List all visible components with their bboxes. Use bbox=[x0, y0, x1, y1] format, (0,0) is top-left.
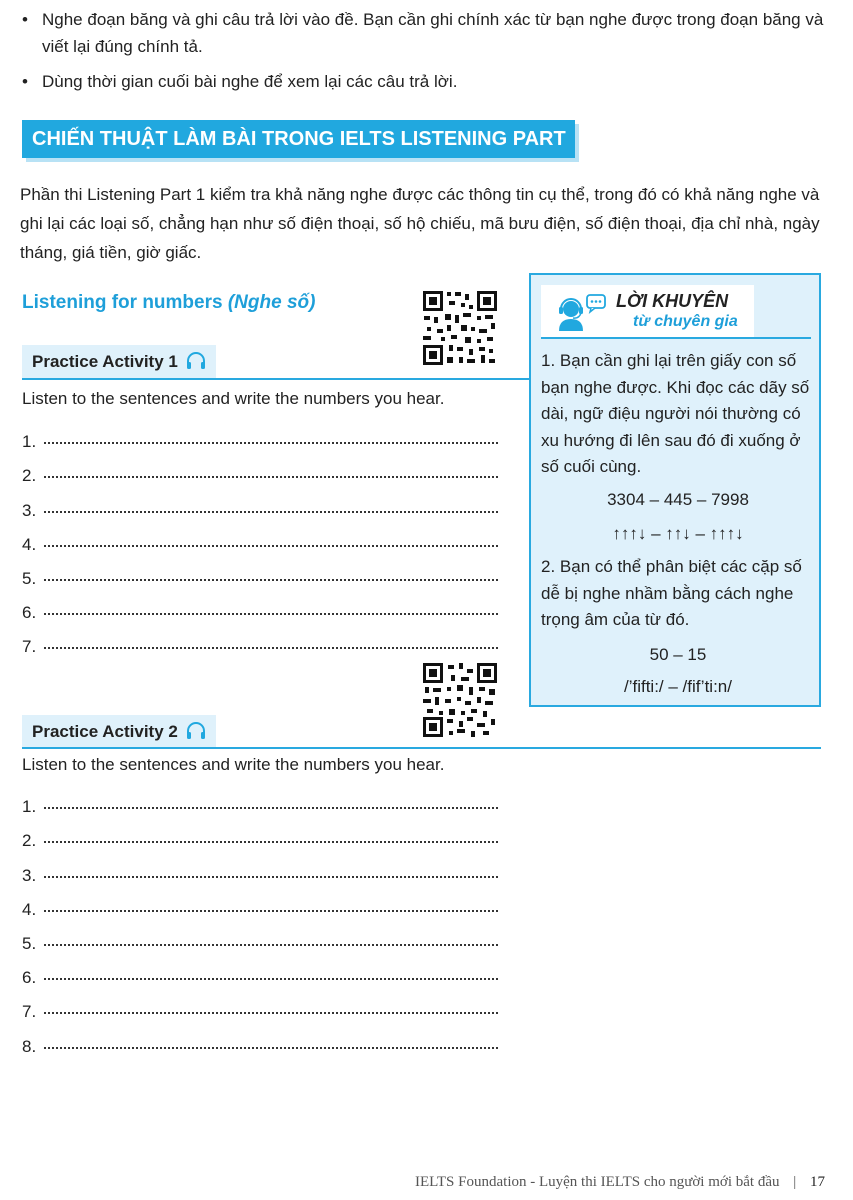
tip-intonation-arrows: ↑↑↑↓ – ↑↑↓ – ↑↑↑↓ bbox=[612, 524, 744, 543]
activity1-tab bbox=[22, 345, 216, 379]
intro-paragraph: Phần thi Listening Part 1 kiểm tra khả năng nghe được các thông tin cụ thể, trong đó có khả năng nghe và ghi lại các loại số, chẳng hạn như số điện thoại, số hộ chiếu, mã bưu điện, số điện thoại, địa chỉ nhà, ngày tháng, giá tiền, giờ giấc. bbox=[20, 185, 820, 262]
tip-paragraph-2: 2. Bạn có thể phân biệt các cặp số dễ bị nghe nhầm bằng cách nghe trọng âm của từ đó. bbox=[541, 557, 802, 629]
answer-row[interactable] bbox=[22, 817, 498, 851]
answer-row[interactable] bbox=[22, 886, 498, 920]
answer-number: 2. bbox=[22, 831, 37, 851]
activity1-title: Practice Activity 1 bbox=[32, 352, 178, 371]
answer-blank[interactable] bbox=[44, 961, 498, 980]
answer-number: 1. bbox=[22, 797, 37, 817]
intro-bullets bbox=[20, 6, 830, 103]
answer-row[interactable] bbox=[22, 988, 498, 1022]
tip-subtitle: từ chuyên gia bbox=[633, 313, 738, 330]
answer-blank[interactable] bbox=[44, 596, 498, 615]
answer-blank[interactable] bbox=[44, 859, 498, 878]
answer-blank[interactable] bbox=[44, 630, 498, 649]
activity2-tab bbox=[22, 715, 216, 749]
answer-blank[interactable] bbox=[44, 790, 498, 809]
section-title: CHIẾN THUẬT LÀM BÀI TRONG IELTS LISTENING PART 1 bbox=[22, 120, 575, 158]
headphones-icon[interactable] bbox=[186, 352, 206, 370]
answer-number: 3. bbox=[22, 865, 37, 885]
qr-code-icon[interactable] bbox=[421, 289, 499, 367]
bullet-item bbox=[20, 68, 830, 95]
answer-number: 5. bbox=[22, 933, 37, 953]
activity2-answer-list bbox=[22, 783, 498, 1057]
bullet-dot: • bbox=[22, 72, 28, 91]
answer-row[interactable] bbox=[22, 920, 498, 954]
answer-number: 8. bbox=[22, 1036, 37, 1056]
answer-blank[interactable] bbox=[44, 459, 498, 478]
tip-example-numbers: 3304 – 445 – 7998 bbox=[607, 490, 749, 509]
subheading-italic: (Nghe số) bbox=[227, 292, 316, 313]
tip-phonetic: /’fifti:/ – /fif’ti:n/ bbox=[623, 677, 732, 696]
activity1-answer-list bbox=[22, 418, 498, 657]
activity1-instruction: Listen to the sentences and write the numbers you hear. bbox=[22, 389, 445, 408]
page-number: 17 bbox=[810, 1174, 825, 1190]
answer-blank[interactable] bbox=[44, 1030, 498, 1049]
answer-blank[interactable] bbox=[44, 995, 498, 1014]
answer-number: 4. bbox=[22, 899, 37, 919]
answer-row[interactable] bbox=[22, 783, 498, 817]
answer-row[interactable] bbox=[22, 555, 498, 589]
tip-header bbox=[541, 285, 754, 337]
tip-example-pair: 50 – 15 bbox=[649, 645, 707, 664]
answer-number: 3. bbox=[22, 500, 37, 520]
headphones-icon[interactable] bbox=[186, 722, 206, 740]
answer-blank[interactable] bbox=[44, 893, 498, 912]
qr-code-icon[interactable] bbox=[421, 661, 499, 739]
answer-blank[interactable] bbox=[44, 824, 498, 843]
answer-blank[interactable] bbox=[44, 528, 498, 547]
answer-blank[interactable] bbox=[44, 494, 498, 513]
answer-number: 4. bbox=[22, 534, 37, 554]
answer-number: 6. bbox=[22, 968, 37, 988]
bullet-text: Nghe đoạn băng và ghi câu trả lời vào đề. Bạn cần ghi chính xác từ bạn nghe được trong đoạn băng và viết lại đúng chính tả. bbox=[42, 10, 824, 56]
tip-title: LỜI KHUYÊN bbox=[616, 291, 729, 311]
support-agent-icon bbox=[555, 293, 611, 333]
page-footer bbox=[415, 1174, 825, 1191]
activity2-instruction: Listen to the sentences and write the numbers you hear. bbox=[22, 755, 445, 774]
answer-row[interactable] bbox=[22, 851, 498, 885]
answer-blank[interactable] bbox=[44, 562, 498, 581]
answer-number: 7. bbox=[22, 1002, 37, 1022]
answer-number: 1. bbox=[22, 432, 37, 452]
answer-number: 2. bbox=[22, 466, 37, 486]
expert-tip-box bbox=[529, 273, 821, 707]
tip-paragraph-1: 1. Bạn cần ghi lại trên giấy con số bạn nghe được. Khi đọc các dãy số dài, ngữ điệu người nói thường có xu hướng đi lên sau đó đi xuống ở số cuối cùng. bbox=[541, 351, 810, 476]
answer-number: 6. bbox=[22, 603, 37, 623]
footer-book-title: IELTS Foundation - Luyện thi IELTS cho người mới bắt đầu bbox=[414, 1174, 780, 1190]
answer-row[interactable] bbox=[22, 589, 498, 623]
activity2-divider bbox=[22, 747, 821, 749]
answer-row[interactable] bbox=[22, 486, 498, 520]
tip-divider bbox=[541, 337, 811, 339]
footer-separator: | bbox=[793, 1174, 797, 1190]
answer-row[interactable] bbox=[22, 954, 498, 988]
subheading-main: Listening for numbers bbox=[22, 292, 223, 313]
subheading bbox=[22, 292, 315, 314]
answer-blank[interactable] bbox=[44, 425, 498, 444]
bullet-text: Dùng thời gian cuối bài nghe để xem lại các câu trả lời. bbox=[42, 72, 458, 91]
answer-row[interactable] bbox=[22, 1022, 498, 1056]
activity2-title: Practice Activity 2 bbox=[32, 722, 178, 741]
answer-row[interactable] bbox=[22, 452, 498, 486]
bullet-dot: • bbox=[22, 10, 28, 29]
bullet-item bbox=[20, 6, 830, 60]
answer-number: 5. bbox=[22, 568, 37, 588]
activity1-divider bbox=[22, 378, 531, 380]
answer-row[interactable] bbox=[22, 623, 498, 657]
answer-row[interactable] bbox=[22, 521, 498, 555]
answer-row[interactable] bbox=[22, 418, 498, 452]
answer-blank[interactable] bbox=[44, 927, 498, 946]
answer-number: 7. bbox=[22, 637, 37, 657]
